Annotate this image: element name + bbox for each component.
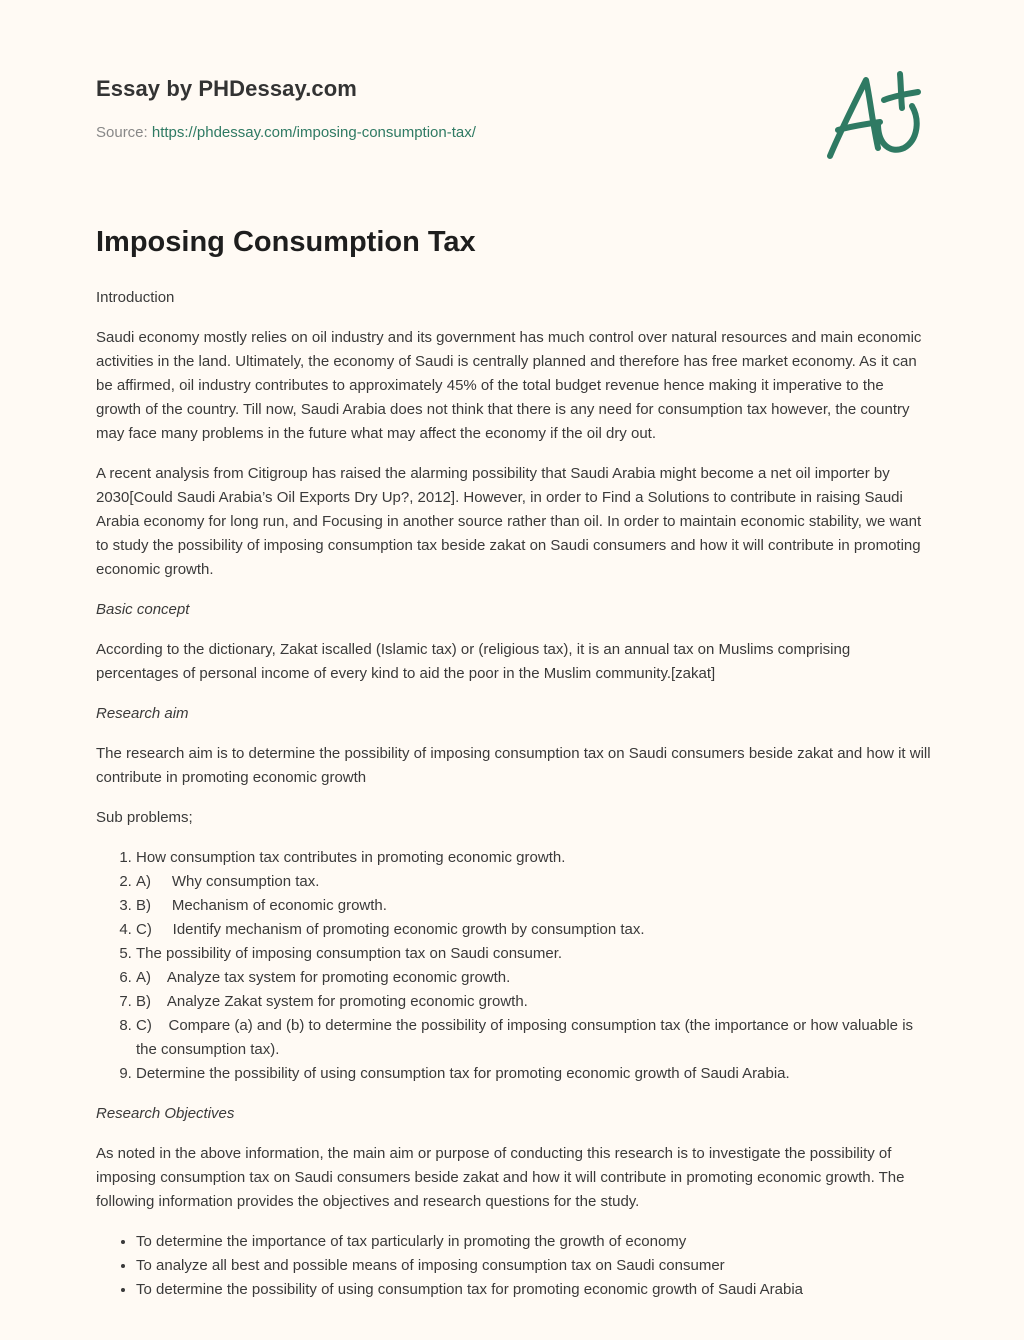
essay-title: Imposing Consumption Tax (96, 226, 476, 258)
paragraph: As noted in the above information, the main aim or purpose of conducting this research is to investigate the possibility of imposing consumption tax on Saudi consumers beside zakat and how it will contribute in promoting economic growth. The following information provides the objectives and research questions for the study. (96, 1145, 905, 1210)
sub-problems-label: Sub problems; (96, 809, 193, 826)
list-item: 5. The possibility of imposing consumption tax on Saudi consumer. (136, 942, 932, 966)
paragraph: A recent analysis from Citigroup has raised the alarming possibility that Saudi Arabia might become a net oil importer by 2030[Could Saudi Arabia’s Oil Exports Dry Up?, 2012]. However, in order to Find a Solutions to contribute in raising Saudi Arabia economy for long run, and Focusing in another source rather than oil. In order to maintain economic stability, we want to study the possibility of imposing consumption tax beside zakat on Saudi consumers and how it will contribute in promoting economic growth. (96, 465, 922, 578)
list-item: • To determine the importance of tax particularly in promoting the growth of economy (136, 1230, 932, 1254)
introduction-label: Introduction (96, 289, 175, 306)
paragraph: According to the dictionary, Zakat iscalled (Islamic tax) or (religious tax), it is an annual tax on Muslims comprising percentages of personal income of every kind to aid the poor in the Muslim community.[zakat] (96, 641, 851, 682)
section-label-research-objectives: Research Objectives (96, 1105, 235, 1122)
source-label: Source: (96, 124, 152, 141)
list-item: 2. A) Why consumption tax. (136, 870, 932, 894)
list-item: 1. How consumption tax contributes in promoting economic growth. (136, 846, 932, 870)
essay-body (96, 286, 932, 1318)
paragraph: Saudi economy mostly relies on oil industry and its government has much control over natural resources and main economic activities in the land. Ultimately, the economy of Saudi is centrally planned and therefore has free market economy. As it can be affirmed, oil industry contributes to approximately 45% of the total budget revenue hence making it imperative to the growth of the country. Till now, Saudi Arabia does not think that there is any need for consumption tax however, the country may face many problems in the future what may affect the economy if the oil dry out. (96, 329, 922, 442)
list-item: 6. A) Analyze tax system for promoting economic growth. (136, 966, 932, 990)
objectives-list (96, 1230, 932, 1302)
sub-problems-list (96, 846, 932, 1086)
paragraph: The research aim is to determine the possibility of imposing consumption tax on Saudi consumers beside zakat and how it will contribute in promoting economic growth (96, 745, 931, 786)
list-item: • To analyze all best and possible means of imposing consumption tax on Saudi consumer (136, 1254, 932, 1278)
list-item: 8. C) Compare (a) and (b) to determine the possibility of imposing consumption tax (the importance or how valuable is the consumption tax). (136, 1014, 932, 1062)
source-link[interactable]: https://phdessay.com/imposing-consumption-tax/ (151, 124, 476, 141)
list-item: 7. B) Analyze Zakat system for promoting economic growth. (136, 990, 932, 1014)
list-item: 9. Determine the possibility of using consumption tax for promoting economic growth of Saudi Arabia. (136, 1062, 932, 1086)
source-line (96, 124, 476, 141)
section-label-basic-concept: Basic concept (96, 601, 190, 618)
a-plus-grade-icon (824, 68, 928, 164)
list-item: 4. C) Identify mechanism of promoting economic growth by consumption tax. (136, 918, 932, 942)
section-label-research-aim: Research aim (96, 705, 189, 722)
list-item: 3. B) Mechanism of economic growth. (136, 894, 932, 918)
site-title: Essay by PHDessay.com (96, 76, 357, 101)
list-item: • To determine the possibility of using consumption tax for promoting economic growth of Saudi Arabia (136, 1278, 932, 1302)
